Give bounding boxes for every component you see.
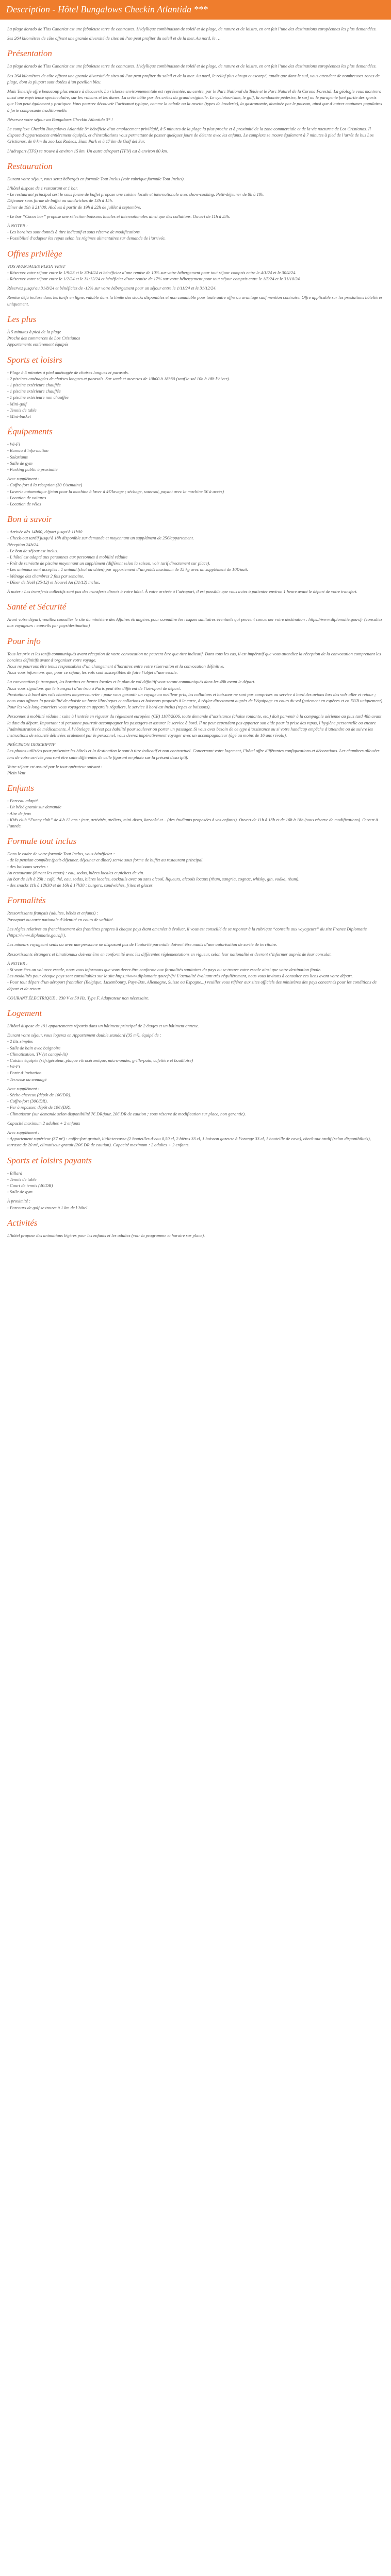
section (7, 48, 384, 154)
section-paragraph: Ressortissants étrangers et binationaux doivent être en conformité avec les différentes réglementations en vigueur, selon leur nationalité et devront s’informer auprès de leur consulat. (7, 951, 332, 957)
section (7, 1008, 384, 1148)
section-paragraph: Capacité maximum 2 adultes + 2 enfants (7, 1120, 80, 1126)
section-paragraph: Mais Tenerife offre beaucoup plus encore à découvrir. La richesse environnementale est représentée, au centre, par le Parc National du Teide et le Parc Naturel de la Corona Forestal. La géologie vous montrera aussi une expérience spectaculaire, sur les volcans et les dunes. La crête bâtie par des crêtes du grand originelle. Le cyclotourisme, le golf, la randonnée pédestre, le surf ou le parapente font partie des sports que l’on peut également y pratiquer. Vous pourrez découvrir l’artisanat typique, comme la cabale ou la rosette (types de broderie), la gastronomie, dominée par le poisson, ainsi que d’autres coutumes populaires à forte composante traditionnelle. (7, 89, 382, 113)
section (7, 895, 384, 1001)
section-paragraph: Ses 264 kilomètres de côte offrent une grande diversité de sites où l’on peut profiter du soleil et de la mer. Au nord, le … (7, 36, 221, 41)
section-paragraph: COURANT ÉLECTRIQUE : 230 V et 50 Hz. Type F. Adaptateur non nécessaire. (7, 995, 150, 1001)
section-title: Logement (7, 1008, 42, 1018)
section-paragraph: La convocation (« transport, les horaires en heures locales et le plan de vol définitif vous seront communiqués dans les 48h avant le départ. Nous vous signalons que le transport d’un trou à Paris peut être différent de l’aéroport de départ. Prestations à bord des vols charters moyen-courrier : pour vous garantir un voyage au meilleur prix, les collations et boissons ne sont pas comprises au service à bord des avions lors des vols aller et retour ; nous vous offrons la possibilité de choisir un buste libre/repas et collations et boissons proposés à la carte, à régler directement auprès de l’équipage en cours du vol (paiement en espèces et en EUR uniquement). Pour les vols long-courriers vous voyagerez en appareils réguliers, le service à bord est inclus (repas et boissons). (7, 679, 384, 710)
section-title: Équipements (7, 427, 53, 437)
section-paragraph: Personnes à mobilité réduite : suite à l’entrée en vigueur du règlement européen (CE) 1107/2006, toute demande d’assistance (chaise roulante, etc.) doit parvenir à la compagnie aérienne au plus tard 48h avant la date du départ. Important : si personne pourrait accompagner les passagers et assurer le service à bord. Il ne peut cependant pas apporter son aide pour la prise des repas, l’hygiène personnelle ou encore l’administration de médicaments. À l’hôtelage, il n’est pas habilité pour soulever ou porter un passager. Si vous avez besoin de ce type d’assistance ou si votre handicap empêche d’atteindre ou de suivre les instructions de sécurité délivrées oralement par le personnel, vous devrez impérativement voyager avec un accompagnateur (âgé au moins de 16 ans révolu). (7, 714, 382, 738)
section-paragraph: Le complexe Checkin Bungalows Atlantida 3* bénéficie d’un emplacement privilégié, à 5 minutes de la plage la plus proche et à proximité de la zone commerciale et de la vie nocturne de Los Cristianos. Il dispose d’appartements entièrement équipés, et d’installations vous permettant de passer quelques jours de détente avec les enfants. Le complexe se trouve également à 7 minutes à pied de l’arrêt de bus Los Cristianos, de 6 km du zoo Los Rodeos, Siam Park et à 17 km de Golf del Sur. (7, 126, 374, 144)
section-paragraph: La plage dorado de Tías Canarias est une fabuleuse terre de contrastes. L’idyllique combinaison de soleil et de plage, de nature et de loisirs, en ont fait l’une des destinations européennes les plus demandées. (7, 63, 377, 69)
section-paragraph: La plage dorado de Tías Canarias est une fabuleuse terre de contrastes. L’idyllique combinaison de soleil et de plage, de nature et de loisirs, en ont fait l’une des destinations européennes les plus demandées. (7, 26, 377, 31)
section-title: Restauration (7, 161, 53, 171)
section-paragraph: À NOTER : - Si vous êtes un vol avec escale, nous vous informons que vous devez être conforme aux formalités sanitaires du pays ou se trouve votre escale ainsi que votre destination finale. Les modalités pour chaque pays sont consultables sur le site https://www.diplomatie.gouv.fr/fr/ L’actualité évoluant très régulièrement, nous vous invitons à consulter ces liens avant votre départ. - Pour tout départ d’un aéroport frontalier (Belgique, Luxembourg, Pays-Bas, Allemagne, Suisse ou Espagne...) veuillez vous référer aux sites officiels des ministères des pays concernés pour les conditions de départ et de retour. (7, 960, 377, 991)
section-paragraph: Avant votre départ, veuillez consulter le site du ministère des Affaires étrangères pour connaître les risques sanitaires éventuels qui peuvent concerner votre destination : https://www.diplomatie.gouv.fr (consultez aux voyageurs : conseils par pays/destination) (7, 617, 382, 629)
section-paragraph: Avec supplément : - Sèche-cheveux (dépôt de 10€/DR). - Coffre-fort (30€/DR). - Fer à repasser, dépôt de 10€ (DR). - Climatiseur (sur demande selon disponibilité 7€ DR/jour, 20€ DR de caution ; sous réserve de modification sur place, non garantie). (7, 1086, 246, 1116)
section-paragraph: - Wi-Fi - Bureau d’information - Solariums - Salle de gym - Parking public à proximité (7, 442, 58, 472)
description-content (0, 20, 391, 1252)
section (7, 514, 384, 595)
section-paragraph: Ses 264 kilomètres de côte offrent une grande diversité de sites où l’on peut profiter du soleil et de la mer. Au nord, le relief plus abrupt et escarpé, tandis que dans le sud, vous attendent de nombreuses zones de plage, dont la plupart sont dotées d’un pavillon bleu. (7, 73, 380, 84)
section (7, 1218, 384, 1239)
section-paragraph: - Plage à 5 minutes à pied aménagée de chaises longues et parasols. - 2 piscines aménagées de chaises longues et parasols. Sur week et ouvertes de 10h00 à 18h30 (sauf le sol 10h à 18h l’hiver). - 1 piscine extérieure chauffée - 1 piscine extérieure chauffée - 1 piscine extérieure non chauffée - Mini-golf - Tennis de table - Mini-basket (7, 369, 230, 419)
section-paragraph: VOS AVANTAGES PLEIN VENT - Réservez votre séjour entre le 1/9/23 et le 30/4/24 et bénéficiez d’une remise de 10% sur votre hébergement pour tout séjour compris entre le 4/1/24 et le 30/4/24. - Réservez votre séjour entre le 1/2/24 et le 31/12/24 et bénéficiez d’une remise de 17% sur votre hébergement pour tout séjour compris entre le 1/5/24 et le 31/10/24. (7, 263, 301, 282)
section (7, 26, 384, 41)
section-paragraph: À 5 minutes à pied de la plage Proche des commerces de Los Cristianos Appartements entièrement équipés (7, 329, 80, 347)
section (7, 314, 384, 348)
section-paragraph: L’aéroport (TFS) se trouve à environ 15 km. Un autre aéroport (TFN) est à environ 80 km. (7, 148, 168, 154)
section-paragraph: Réservez jusqu’au 31/8/24 et bénéficiez de -12% sur votre hébergement pour un séjour entre le 1/11/24 et le 31/12/24. (7, 285, 217, 291)
section-title: Santé et Sécurité (7, 602, 67, 612)
section-title: Présentation (7, 48, 52, 59)
section-paragraph: Ressortissants français (adultes, bébés et enfants) : Passeport ou carte nationale d’identité en cours de validité. (7, 910, 114, 922)
section-paragraph: Avec supplément : - Coffre-fort à la réception (30 €/semaine) - Laverie automatique (jeton pour la machine à laver à 4€/lavage ; séchage, sous-sol, payant avec la machine 5€ à accès) - Location de voitures - Location de vélos (7, 476, 224, 506)
section-paragraph: - Arrivée dès 14h00, départ jusqu’à 11h00 - Check-out tardif jusqu’à 18h disponible sur demande et moyennant un supplément de 25€/appartement. Réception 24h/24. - Le bon de séjour est inclus. - L’hôtel est adapté aux personnes aux personnes à mobilité réduite - Prêt de serviette de piscine moyennant un supplément (différent selon la saison, voir tarif directement sur place). - Les animaux sont acceptés : 1 animal (chat ou chien) par appartement d’un poids maximum de 15 kg avec un supplément de 10€/nuit. - Ménage des chambres 2 fois par semaine. - Dîner de Noël (25/12) et Nouvel An (31/12) inclus. (7, 529, 248, 585)
section-paragraph: À noter : Les transferts collectifs sont pas des transferts directs à votre hôtel. À votre arrivée à l’aéroport, il est possible que vous aviez à patienter environ 1 heure avant le départ de votre transfert. (7, 588, 357, 594)
section (7, 602, 384, 629)
section-paragraph: - Billard - Tennis de table - Court de tennis (4€/DR) - Salle de gym (7, 1170, 53, 1195)
section-title: Enfants (7, 783, 34, 793)
page-title-bar (0, 0, 391, 20)
section-paragraph: Avec supplément : - Appartement supérieur (37 m²) : coffre-fort gratuit, lit/lit-terrasse (2 bouteilles d’eau 0,50 cl, 2 bières 33 cl, 1 boisson gazeuse à l’orange 33 cl, 1 bouteille de cava), check-out tardif (selon disponibilités), terrasse de 20 m², climatiseur gratuit (20€ DR de caution). Capacité maximum : 2 adultes + 2 enfants. (7, 1129, 371, 1148)
section-paragraph: L’hôtel propose des animations légères pour les enfants et les adultes (voir la programme et horaire sur place). (7, 1232, 205, 1238)
section (7, 1156, 384, 1211)
section-paragraph: Les mineurs voyageant seuls ou avec une personne ne disposant pas de l’autorité parentale doivent être munis d’une autorisation de sortie de territoire. (7, 942, 278, 947)
section-title: Activités (7, 1217, 38, 1228)
section (7, 836, 384, 888)
section (7, 636, 384, 776)
section-paragraph: - Le bar “Cocos bar” propose une sélection boissons locales et internationales ainsi que des collations. Ouvert de 11h à 23h. (7, 213, 231, 219)
section-paragraph: L’hôtel dispose de 191 appartements répartis dans un bâtiment principal de 2 étages et un bâtiment annexe. (7, 1023, 199, 1028)
section (7, 355, 384, 420)
section-title: Pour info (7, 636, 41, 646)
section-title: Formule tout inclus (7, 836, 77, 846)
section-paragraph: À NOTER : - Les horaires sont donnés à titre indicatif et sous réserve de modifications. - Possibilité d’adapter les repas selon les régimes alimentaires sur demande de l’arrivée. (7, 223, 166, 241)
section-title: Sports et loisirs (7, 354, 62, 365)
section-paragraph: Dans le cadre de votre formule Tout Inclus, vous bénéficiez : - de la pension complète (petit-déjeuner, déjeuner et dîner) servie sous forme de buffet au restaurant principal. - des boissons servies : Au restaurant (durant les repas) : eau, sodas, bières locales et pichets de vin. Au bar de 11h à 23h : café, thé, eau, sodas, bières locales, cocktails avec ou sans alcool, liqueurs, alcools locaux (rhum, sangria, cognac, whisky, gin, vodka, rhum). - des snacks 11h à 12h30 et de 16h à 17h30 : burgers, sandwiches, frites et glaces. (7, 851, 300, 888)
section (7, 161, 384, 242)
page-title: Description - Hôtel Bungalows Checkin Atlantida *** (6, 4, 208, 14)
section-paragraph: L’hôtel dispose de 1 restaurant et 1 bar. - Le restaurant principal sert le sous forme de buffet propose une cuisine locale et internationale avec show-cooking. Petit-déjeuner de 8h à 10h. Déjeuner sous forme de buffet ou sandwiches de 13h à 15h. Dîner de 19h à 21h30. Alcôves à partir de 19h à 22h de juillet à septembre. (7, 185, 265, 210)
section-paragraph: Votre séjour est assuré par le tour opérateur suivant : Plein Vent (7, 764, 103, 776)
section-paragraph: Réservez votre séjour au Bungalows Checkin Atlantida 3* ! (7, 116, 113, 122)
section (7, 249, 384, 307)
section-paragraph: À proximité : - Parcours de golf se trouve à 1 km de l’hôtel. (7, 1198, 89, 1210)
section-paragraph: - Berceau adapté. - Lit bébé gratuit sur demande - Aire de jeux - Kids club “Funny club” de 4 à 12 ans : jeux, activités, ateliers, mini-disco, karaoké et... (des étudiants proposées à vos enfants). Ouvert de 11h à 13h et de 16h à 18h (sous réserve de modifications). Ouvert à l’année. (7, 798, 378, 829)
section-title: Bon à savoir (7, 514, 52, 524)
section-paragraph: Durant votre séjour, vous logerez en Appartement double standard (35 m²), équipé de : - 2 lits simples - Salle de bain avec baignoire - Climatisation, TV (et canapé-lit) - Cuisine équipée (réfrigérateur, plaque vitrocéramique, micro-ondes, grille-pain, cafetière et bouilloire) - Wi-Fi - Porte d’invitation - Terrasse ou ennuagé (7, 1032, 193, 1082)
section-paragraph: Durant votre séjour, vous serez hébergés en formule Tout Inclus (voir rubrique formule Tout Inclus). (7, 176, 185, 181)
section (7, 783, 384, 829)
section-title: Formalités (7, 895, 46, 906)
section-paragraph: Remise déjà incluse dans les tarifs en ligne, valable dans la limite des stocks disponibles et non cumulable pour toute autre offre ou avantage sauf mention contraire. Offre applicable sur les prestations hôtelières uniquement. (7, 295, 383, 307)
section-paragraph: PRÉCISION DESCRIPTIF Les photos utilisées pour présenter les hôtels et la destination le sont à titre indicatif et non contractuel. Concernant votre logement, l’hôtel offre différentes configurations et décorations. Les chambres allouées lors de votre arrivée pourront être suite différentes de celle figurant en photo sur la présent descriptif. (7, 742, 380, 760)
section-title: Sports et loisirs payants (7, 1155, 92, 1165)
section-paragraph: Les règles relatives au franchissement des frontières propres à chaque pays étant amenées à évoluer, il vous est conseillé de se reporter à la rubrique “conseils aux voyageurs” du site France Diplomatie (https://www.diplomatie.gouv.fr). (7, 926, 367, 938)
section-paragraph: Tous les prix et les tarifs communiqués avant réception de votre convocation ne peuvent être que titre indicatif. Dans tous les cas, il est impératif que vous attendiez la réception de la convocation comprenant les horaires définitifs avant d’organiser votre voyage. Nous ne pourrons être tenus responsables d’un changement d’horaires entre votre réservation et la convocation définitive. Nous vous informons que, pour ce séjour, les vols sont susceptibles de faire l’objet d’une escale. (7, 651, 381, 675)
section-title: Les plus (7, 314, 37, 324)
section (7, 427, 384, 507)
section-title: Offres privilège (7, 248, 62, 259)
